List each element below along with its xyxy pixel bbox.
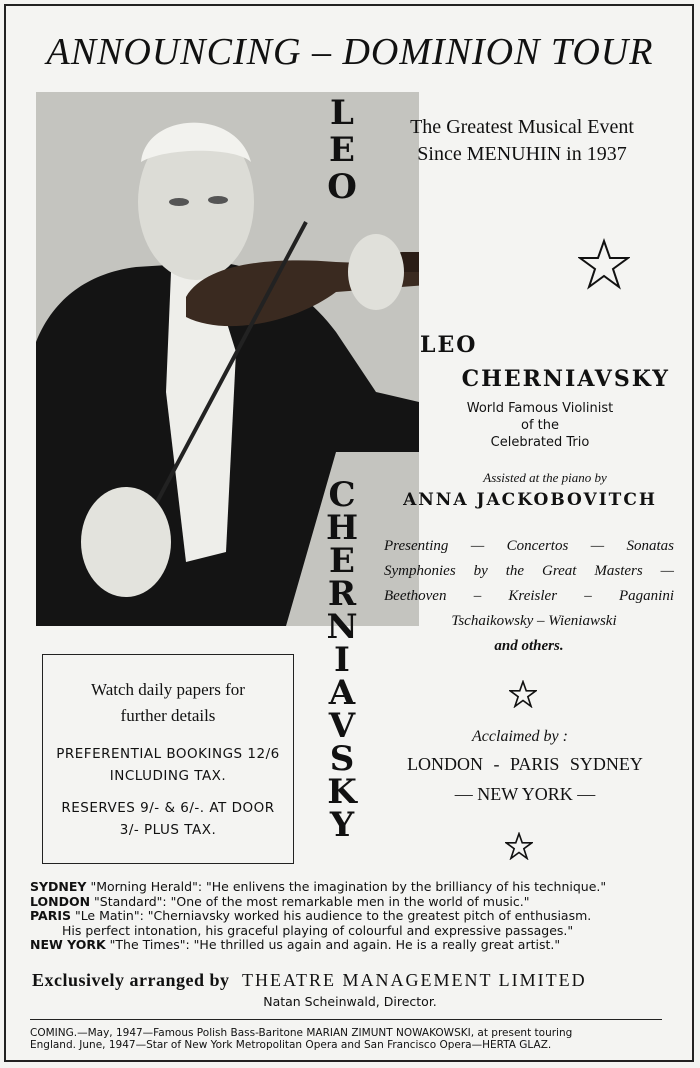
acclaimed-cities-2: — NEW YORK — [454,784,596,804]
management-prefix: Exclusively arranged by [32,970,230,990]
vertical-letter: I [334,640,350,680]
vertical-letter: N [326,607,358,647]
box-line: RESERVES 9/- & 6/-. AT DOOR [61,800,275,816]
box-line: Watch daily papers for [91,680,245,699]
coming-line: England. June, 1947—Star of New York Metropolitan Opera and San Francisco Opera—HERTA GLAZ. [30,1039,552,1051]
accompanist-name: ANNA JACKOBOVITCH [403,490,657,510]
artist-first-name: LEO [420,332,478,358]
vertical-letter: E [329,130,355,170]
divider [30,1019,662,1020]
program [384,534,674,659]
star-icon [578,238,630,290]
review-line: PARIS "Le Matin": "Cherniavsky worked his audience to the greatest pitch of enthusiasm. [30,908,592,923]
vertical-letter: Y [329,805,355,845]
tagline-line-2: Since MENUHIN in 1937 [417,143,627,165]
vertical-letter: A [328,673,356,713]
vertical-letter: R [327,574,357,614]
star-icon [505,832,533,860]
coming-line: COMING.—May, 1947—Famous Polish Bass-Baritone MARIAN ZIMUNT NOWAKOWSKI, at present touring [30,1027,573,1039]
tagline-line-1: The Greatest Musical Event [410,116,634,138]
artist-desc-line: of the [521,418,559,433]
review-line: His perfect intonation, his graceful playing of colourful and expressive passages." [62,922,574,938]
vertical-letter: C [328,475,356,515]
artist-description [440,400,640,451]
program-line: Tschaikowsky – Wieniawski [451,613,617,629]
acclaimed-cities-1: LONDON - PARIS SYDNEY [407,754,643,774]
coming-notice [30,1027,670,1051]
program-line: Beethoven – Kreisler – Paganini [384,588,674,604]
program-line: and others. [494,638,564,654]
box-line: PREFERENTIAL BOOKINGS 12/6 [56,746,280,762]
vertical-letter: O [327,167,357,207]
artist-last-name: CHERNIAVSKY [461,366,670,392]
management-line [32,970,668,991]
artist-desc-line: World Famous Violinist [466,401,614,416]
box-line: further details [120,706,216,725]
review-line: LONDON "Standard": "One of the most remarkable men in the world of music." [30,893,530,909]
accompanist-intro: Assisted at the piano by [483,470,607,485]
headline: ANNOUNCING – DOMINION TOUR [46,31,654,73]
booking-box [42,654,294,864]
star-icon [509,680,537,708]
tagline [372,114,672,168]
vertical-letter: H [325,508,359,548]
review-line: NEW YORK "The Times": "He thrilled us again and again. He is a really great artist." [30,937,561,952]
box-prices [43,743,293,841]
vertical-letter: V [328,706,356,746]
box-line: 3/- PLUS TAX. [119,822,217,838]
reviews [30,880,670,953]
review-line: SYDNEY "Morning Herald": "He enlivens the imagination by the brilliancy of his technique." [30,879,607,894]
vertical-first-name [322,93,362,207]
artist-desc-line: Celebrated Trio [490,435,590,450]
management-company: THEATRE MANAGEMENT LIMITED [242,970,587,990]
vertical-last-name [322,475,362,845]
vertical-letter: L [330,93,354,133]
acclaimed-label: Acclaimed by : [472,728,568,745]
vertical-letter: E [329,541,355,581]
box-line: INCLUDING TAX. [109,768,227,784]
vertical-letter: K [327,772,357,812]
box-watch [43,677,293,729]
management-director: Natan Scheinwald, Director. [263,994,437,1009]
vertical-letter: S [329,739,355,779]
program-line: Symphonies by the Great Masters — [384,563,674,579]
program-line: Presenting — Concertos — Sonatas [384,538,674,554]
